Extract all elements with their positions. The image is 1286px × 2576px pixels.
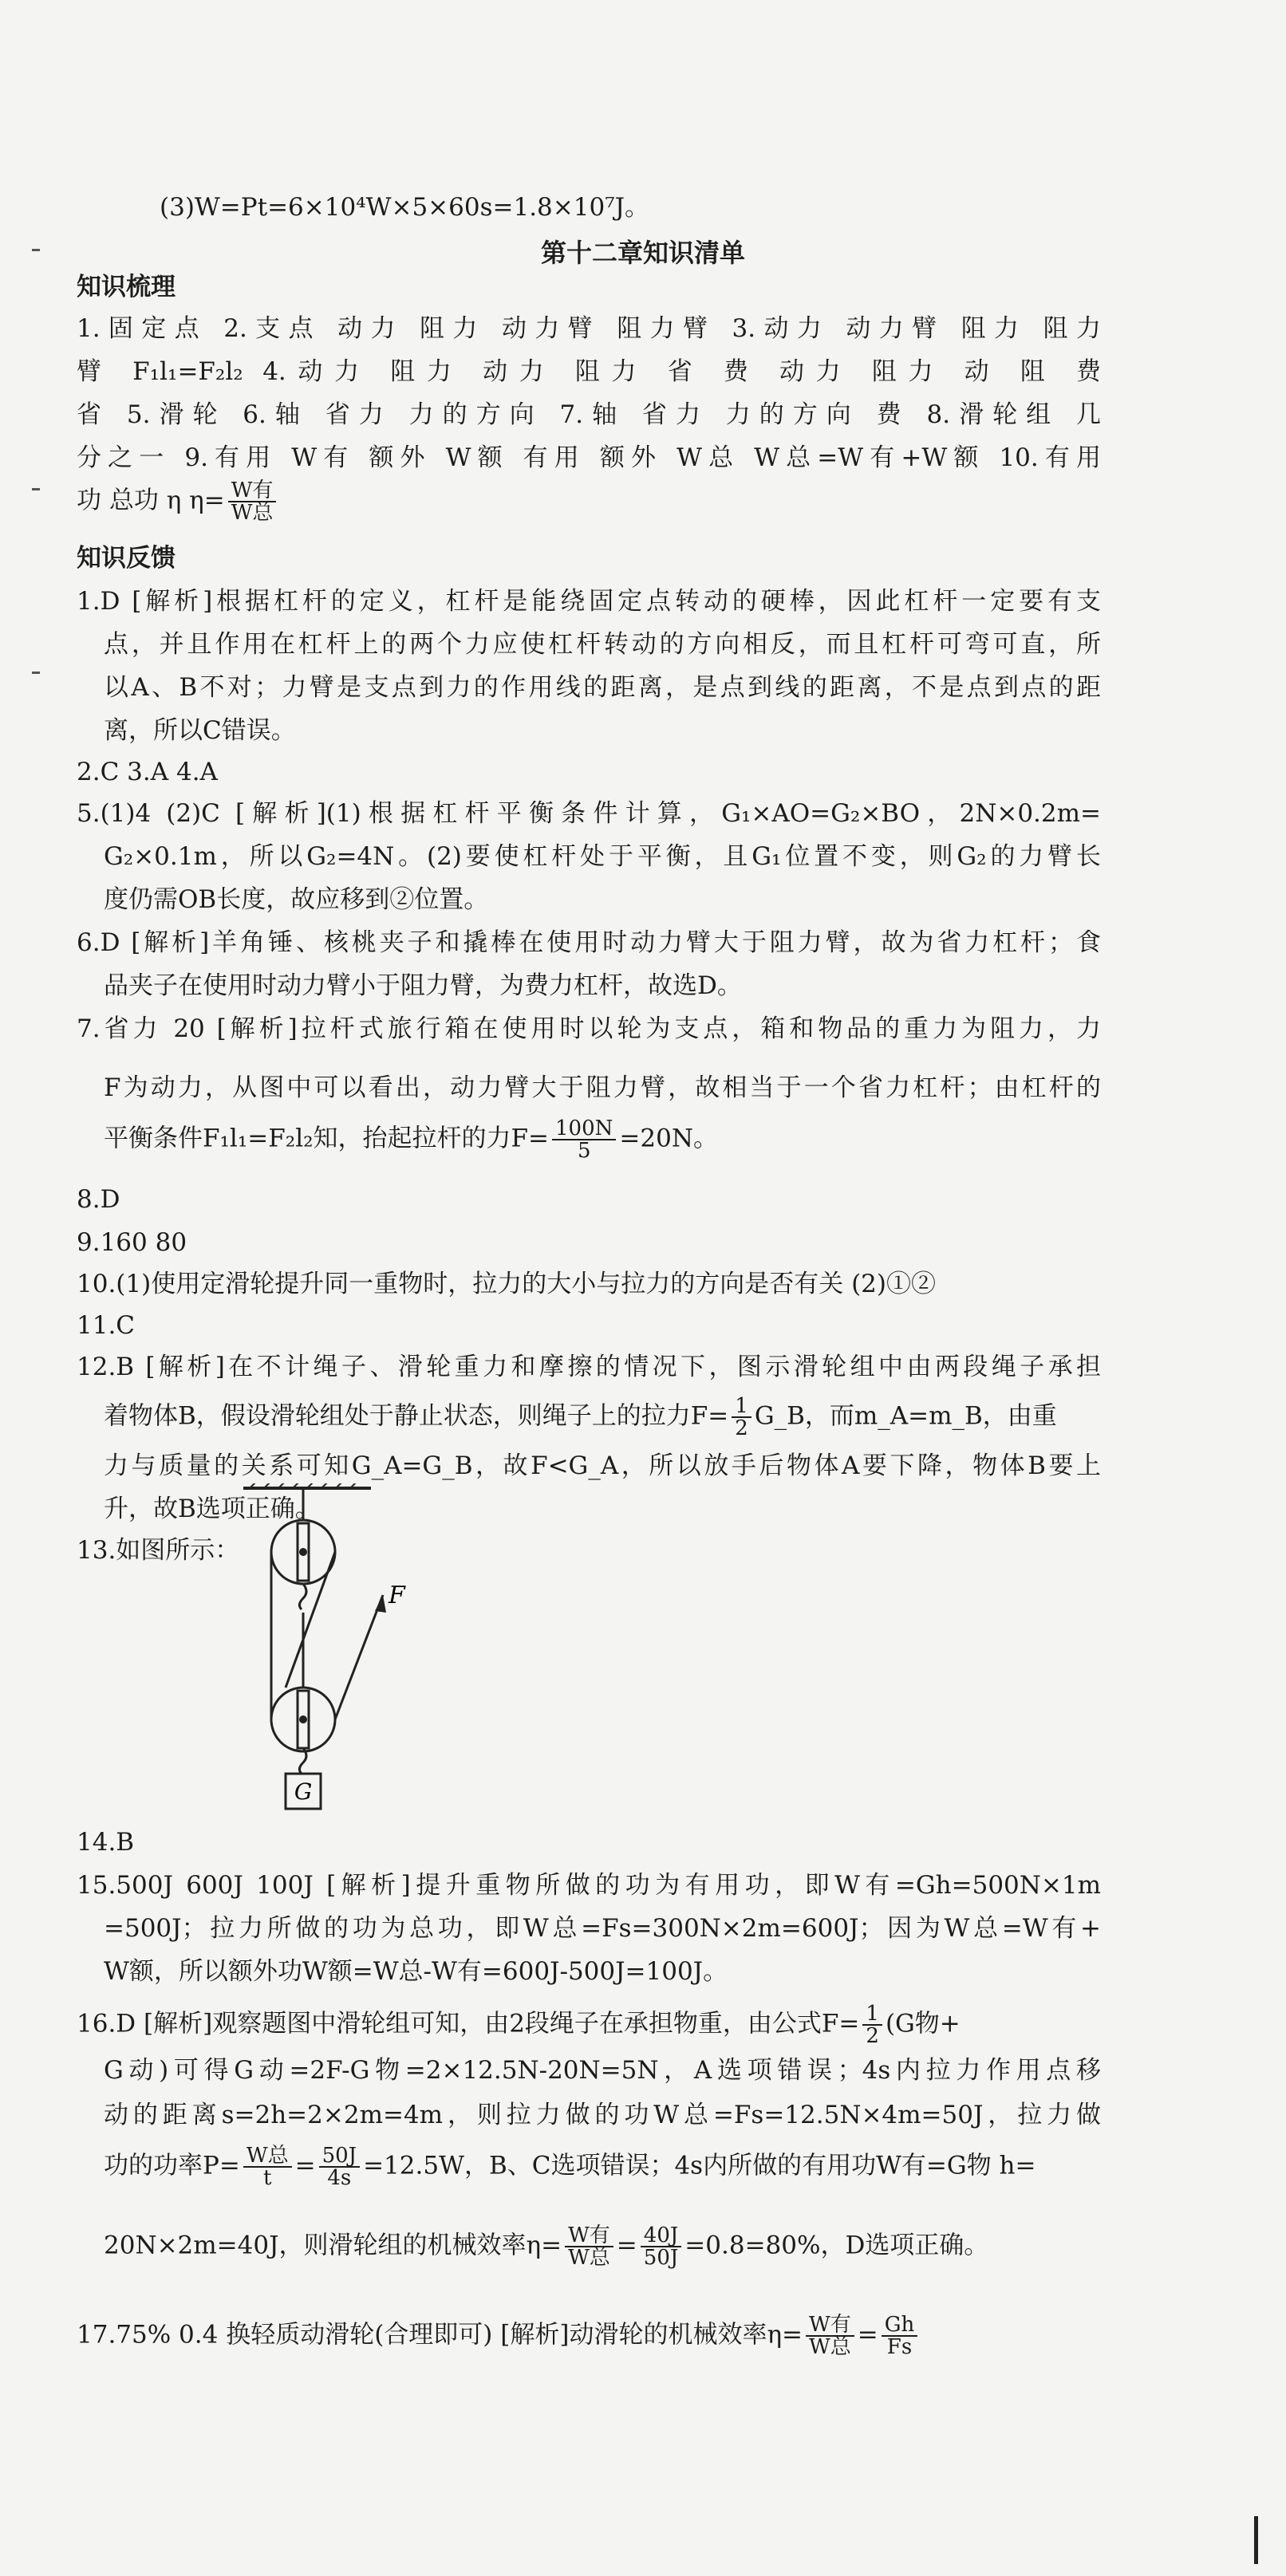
fraction: [732, 1396, 751, 1439]
summary-line: 分之一 9.有用 W有 额外 W额 有用 额外 W总 W总=W有+W额 10.有用: [77, 443, 1101, 472]
answer-line: 1.D [解析]根据杠杆的定义，杠杆是能绕固定点转动的硬棒，因此杠杆一定要有支: [77, 587, 1101, 616]
answer-text: 16.D [解析]观察题图中滑轮组可知，由2段绳子在承担物重，由公式F=: [77, 2009, 860, 2038]
answer-text: 着物体B，假设滑轮组处于静止状态，则绳子上的拉力F=: [104, 1401, 729, 1431]
answer-line: 以A、B不对；力臂是支点到力的作用线的距离，是点到线的距离，不是点到点的距: [104, 673, 1101, 702]
answer-line: 度仍需OB长度，故应移到②位置。: [104, 885, 489, 914]
numerator: 100N: [552, 1118, 616, 1140]
answer-line: 11.C: [77, 1311, 136, 1340]
rope-middle: [286, 1552, 335, 1688]
denominator: 50J: [643, 2246, 679, 2270]
answer-text: =: [294, 2151, 316, 2180]
answer-line: 升，故B选项正确。: [104, 1495, 320, 1523]
summary-line: 省 5.滑轮 6.轴 省力 力的方向 7.轴 省力 力的方向 费 8.滑轮组 几: [77, 400, 1101, 429]
denominator: 5: [577, 1139, 591, 1163]
denominator: W总: [809, 2335, 851, 2359]
arrow-head: [375, 1595, 386, 1613]
answer-text: =12.5W，B、C选项错误；4s内所做的有用功W有=G物 h=: [363, 2151, 1036, 2180]
answer-line: [104, 2225, 1101, 2268]
summary-text: 功 总功 η η=: [77, 486, 225, 515]
fraction: [565, 2225, 613, 2268]
fraction: [806, 2314, 854, 2357]
pull-rope: [335, 1595, 383, 1719]
answer-line: 12.B [解析]在不计绳子、滑轮重力和摩擦的情况下，图示滑轮组中由两段绳子承担: [77, 1353, 1101, 1381]
answer-line: G₂×0.1m，所以G₂=4N。(2)要使杠杆处于平衡，且G₁位置不变，则G₂的力臂长: [104, 842, 1101, 871]
numerator: Gh: [882, 2314, 918, 2337]
fraction: [243, 2145, 292, 2188]
margin-tick: [32, 672, 40, 674]
answer-text: =: [857, 2320, 878, 2350]
answer-line: 点，并且作用在杠杆上的两个力应使杠杆转动的方向相反，而且杠杆可弯可直，所: [104, 630, 1101, 659]
fraction: [862, 2003, 882, 2046]
denominator: W总: [568, 2246, 610, 2270]
fraction: [319, 2145, 361, 2188]
answer-line: 离，所以C错误。: [104, 716, 296, 745]
section-heading: 知识反馈: [77, 544, 176, 573]
answer-line: 15.500J 600J 100J [解析]提升重物所做的功为有用功，即W有=Gh=500N×1m: [77, 1871, 1101, 1900]
answer-line: 力与质量的关系可知G_A=G_B，故F<G_A，所以放手后物体A要下降，物体B要上: [104, 1451, 1101, 1480]
answer-line: G动)可得G动=2F-G物=2×12.5N-20N=5N，A选项错误；4s内拉力作用点移: [104, 2056, 1101, 2085]
hook: [299, 1584, 306, 1609]
answer-text: (G物+: [885, 2009, 961, 2038]
answer-line: W额，所以额外功W额=W总-W有=600J-500J=100J。: [104, 1957, 728, 1986]
answer-line: 5.(1)4 (2)C [解析](1)根据杠杆平衡条件计算，G₁×AO=G₂×BO，2N×0.2m=: [77, 799, 1101, 828]
page-edge-mark: [1254, 2516, 1258, 2564]
denominator: 2: [735, 1416, 748, 1440]
summary-line: 1.固定点 2.支点 动力 阻力 动力臂 阻力臂 3.动力 动力臂 阻力 阻力: [77, 314, 1101, 343]
section-heading: 知识梳理: [77, 273, 176, 301]
summary-line: [77, 480, 1101, 523]
denominator: W总: [231, 501, 274, 525]
chapter-title: 第十二章知识清单: [540, 238, 745, 268]
answer-line: =500J；拉力所做的功为总功，即W总=Fs=300N×2m=600J；因为W总=W有+: [104, 1914, 1101, 1943]
answer-text: 20N×2m=40J，则滑轮组的机械效率η=: [104, 2231, 562, 2260]
answer-line: 14.B: [77, 1828, 135, 1857]
fixed-pulley-axle: [299, 1548, 307, 1556]
answer-line: 8.D: [77, 1185, 120, 1214]
fraction: [228, 480, 277, 523]
answer-line: 9.160 80: [77, 1228, 187, 1257]
answer-line: 10.(1)使用定滑轮提升同一重物时，拉力的大小与拉力的方向是否有关 (2)①②: [77, 1270, 936, 1298]
answer-line: 6.D [解析]羊角锤、核桃夹子和撬棒在使用时动力臂大于阻力臂，故为省力杠杆；食: [77, 928, 1101, 957]
answer-line: 7.省力 20 [解析]拉杆式旅行箱在使用时以轮为支点，箱和物品的重力为阻力，力: [77, 1014, 1101, 1043]
numerator: 1: [862, 2003, 882, 2026]
fraction: [641, 2225, 682, 2268]
answer-line: [77, 2003, 1101, 2046]
answer-line: [104, 1396, 1101, 1439]
numerator: W总: [243, 2145, 292, 2168]
numerator: W有: [565, 2225, 613, 2247]
answer-line: 2.C 3.A 4.A: [77, 758, 218, 786]
answer-text: 平衡条件F₁l₁=F₂l₂知，抬起拉杆的力F=: [104, 1124, 550, 1153]
denominator: Fs: [886, 2335, 913, 2359]
fraction: [882, 2314, 918, 2357]
answer-line: F为动力，从图中可以看出，动力臂大于阻力臂，故相当于一个省力杠杆；由杠杆的: [104, 1073, 1101, 1102]
summary-line: 臂 F₁l₁=F₂l₂ 4.动力 阻力 动力 阻力 省 费 动力 阻力 动 阻 费: [77, 357, 1101, 386]
fraction: [552, 1118, 616, 1161]
force-label: F: [389, 1581, 405, 1609]
answer-line: 13.如图所示：: [77, 1536, 240, 1565]
margin-tick: [32, 488, 40, 490]
numerator: 1: [732, 1396, 751, 1418]
answer-line: (3)W=Pt=6×10⁴W×5×60s=1.8×10⁷J。: [160, 193, 650, 222]
numerator: 40J: [641, 2225, 682, 2247]
denominator: 2: [866, 2024, 879, 2048]
answer-text: =: [616, 2231, 637, 2260]
weight-label: G: [294, 1778, 313, 1805]
pulley-diagram: [211, 1483, 419, 1818]
movable-pulley-axle: [299, 1715, 307, 1723]
answer-line: [77, 2314, 1101, 2357]
answer-text: =20N。: [619, 1124, 718, 1153]
denominator: t: [262, 2166, 272, 2190]
answer-line: 品夹子在使用时动力臂小于阻力臂，为费力杠杆，故选D。: [104, 971, 742, 1000]
answer-line: [104, 2145, 1101, 2188]
numerator: 50J: [319, 2145, 361, 2168]
denominator: 4s: [327, 2166, 352, 2190]
answer-line: [104, 1118, 1101, 1161]
numerator: W有: [228, 480, 277, 502]
answer-line: 动的距离s=2h=2×2m=4m，则拉力做的功W总=Fs=12.5N×4m=50J，拉力做: [104, 2101, 1101, 2129]
answer-text: G_B，而m_A=m_B，由重: [754, 1401, 1057, 1431]
answer-text: =0.8=80%，D选项正确。: [684, 2231, 989, 2260]
answer-text: 17.75% 0.4 换轻质动滑轮(合理即可) [解析]动滑轮的机械效率η=: [77, 2320, 803, 2350]
answer-text: 功的功率P=: [104, 2151, 240, 2180]
numerator: W有: [806, 2314, 854, 2337]
